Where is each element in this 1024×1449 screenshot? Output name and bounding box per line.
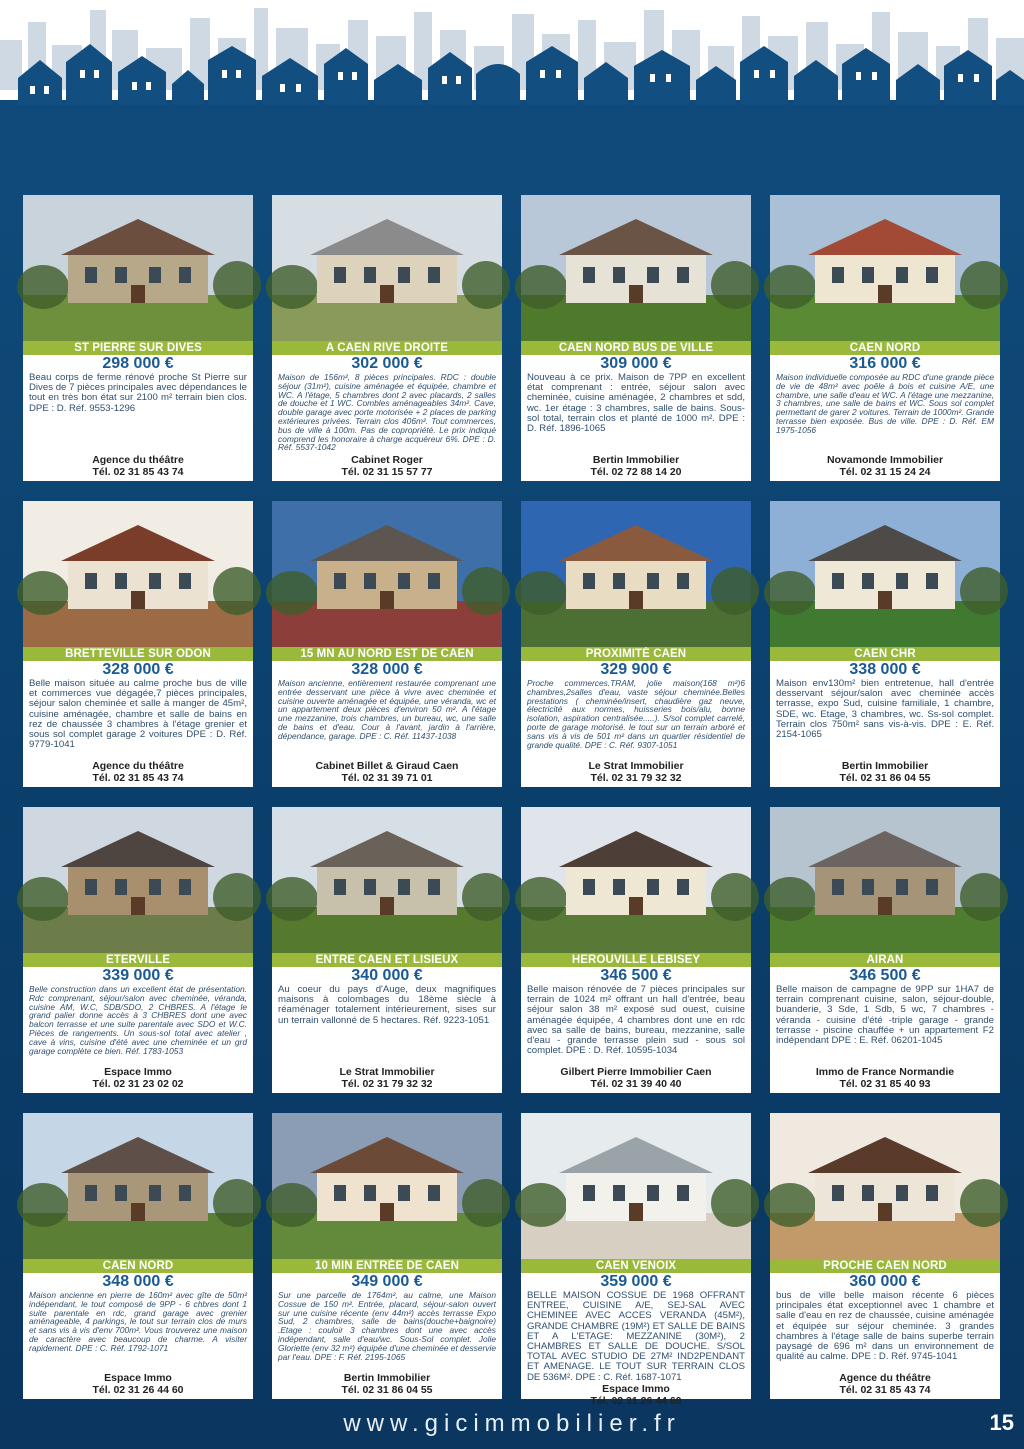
- agency-phone[interactable]: Tél. 02 31 39 71 01: [341, 772, 433, 784]
- agency-name: Cabinet Billet & Giraud Caen: [315, 760, 459, 772]
- listing-description: Au coeur du pays d'Auge, deux magnifiques maisons à colombages du 18ème siècle à réaménager totalement intérieurement, sises sur un terrain vallonné de 5 hectares. Réf. 9223-1051: [278, 984, 496, 1026]
- listing-card[interactable]: [272, 807, 502, 1093]
- agency-phone[interactable]: Tél. 02 31 23 02 02: [92, 1078, 184, 1090]
- listing-grid: [23, 195, 1001, 1407]
- listing-description: Belle construction dans un excellent état de présentation. Rdc comprenant, séjour/salon avec cheminée, véranda, cuisine AM, W.C, SDB/SDO, 2 CHBRES. A l'étage le grand palier donne accès à 3 CHBRES dont une avec balcon terrasse et une suite parentale avec SDO et W.C. Pièces de rangements. Un sous-sol total avec atelier , cave à vins, cuisine d'été avec une cheminée et un grd garage complète ce bien. Réf. 1783-1053: [29, 984, 247, 1056]
- agency-phone[interactable]: Tél. 02 31 15 24 24: [839, 466, 931, 478]
- listing-location: HEROUVILLE LEBISEY: [521, 953, 751, 967]
- agency-name: Gilbert Pierre Immobilier Caen: [560, 1066, 712, 1078]
- listing-card[interactable]: [272, 1113, 502, 1399]
- agency-name: Espace Immo: [104, 1066, 172, 1078]
- property-photo[interactable]: [272, 807, 502, 953]
- agency-phone[interactable]: Tél. 02 31 26 44 60: [92, 1384, 184, 1396]
- property-photo[interactable]: [521, 501, 751, 647]
- listing-location: AIRAN: [770, 953, 1000, 967]
- listing-price: 346 500 €: [849, 967, 921, 984]
- agency-name: Immo de France Normandie: [815, 1066, 955, 1078]
- agency-phone[interactable]: Tél. 02 31 85 40 93: [839, 1078, 931, 1090]
- agency-phone[interactable]: Tél. 02 31 86 04 55: [341, 1384, 433, 1396]
- listing-card[interactable]: [521, 501, 751, 787]
- property-photo[interactable]: [770, 1113, 1000, 1259]
- listing-location: PROXIMITÉ CAEN: [521, 647, 751, 661]
- agency-name: Cabinet Roger: [351, 454, 423, 466]
- listing-location: CAEN NORD BUS DE VILLE: [521, 341, 751, 355]
- listing-description: Maison ancienne, entièrement restaurée comprenant une entrée desservant une pièce à vivre avec cheminée et cuisine ouverte aménagée et équipée, une véranda, wc et un appartement deux pièces d'environ 50 m². A l'étage une mezzanine, trois chambres, un bureau, wc, une salle de bains et d'eau. Cour à l'avant, jardin à l'arrière, dépendance, garage. DPE : C. Réf. 11437-1038: [278, 678, 496, 741]
- listing-location: CAEN NORD: [23, 1259, 253, 1273]
- listing-location: PROCHE CAEN NORD: [770, 1259, 1000, 1273]
- listing-description: Maison env130m² bien entretenue, hall d'entrée desservant séjour/salon avec cheminée accès terrasse, expo Sud, cuisine familiale, 1 chambre, SDE, wc. Etage, 3 chambres, wc. Ss-sol complet. Terrain clos 750m² sans vis-à-vis. DPE : E. Réf. 2154-1065: [776, 678, 994, 741]
- listing-description: Beau corps de ferme rénové proche St Pierre sur Dives de 7 pièces principales avec dépendances le tout en très bon état sur 2100 m² terrain bien clos. DPE : D. Réf. 9553-1296: [29, 372, 247, 414]
- listing-location: ETERVILLE: [23, 953, 253, 967]
- agency-phone[interactable]: Tél. 02 31 85 43 74: [92, 772, 184, 784]
- property-photo[interactable]: [23, 1113, 253, 1259]
- listing-location: ENTRE CAEN ET LISIEUX: [272, 953, 502, 967]
- listing-description: Belle maison rénovée de 7 pièces principales sur terrain de 1024 m² offrant un hall d'entrée, beau séjour salon 38 m² exposé sud ouest, cuisine aménagée équipée, 4 chambres dont une en rdc avec sa salle de bains, bureau, mezzanine, salle d'eau - grande terrasse plein sud - sous sol complet. DPE : D. Réf. 10595-1034: [527, 984, 745, 1057]
- listing-price: 346 500 €: [600, 967, 672, 984]
- property-photo[interactable]: [770, 195, 1000, 341]
- agency-name: Espace Immo: [104, 1372, 172, 1384]
- listing-card[interactable]: [770, 1113, 1000, 1399]
- property-photo[interactable]: [23, 195, 253, 341]
- listing-card[interactable]: [770, 501, 1000, 787]
- listing-price: 298 000 €: [102, 355, 174, 372]
- listing-price: 329 900 €: [600, 661, 672, 678]
- agency-name: Le Strat Immobilier: [588, 760, 684, 772]
- page-number: 15: [989, 1410, 1014, 1435]
- property-photo[interactable]: [770, 807, 1000, 953]
- agency-phone[interactable]: Tél. 02 31 85 43 74: [839, 1384, 931, 1396]
- listing-location: CAEN NORD: [770, 341, 1000, 355]
- listing-card[interactable]: [272, 501, 502, 787]
- agency-phone[interactable]: Tél. 02 31 79 32 32: [590, 772, 682, 784]
- property-photo[interactable]: [23, 807, 253, 953]
- listing-description: Nouveau à ce prix. Maison de 7PP en excellent état comprenant : entrée, séjour salon avec cheminée, cuisine aménagée, 2 chambres et sdd, wc. 1er étage : 3 chambres, salle de bains. Sous-sol total, terrain clos et planté de 1000 m². DPE : D. Réf. 1896-1065: [527, 372, 745, 435]
- agency-name: Novamonde Immobilier: [826, 454, 944, 466]
- listing-location: CAEN CHR: [770, 647, 1000, 661]
- listing-description: Maison individuelle composée au RDC d'une grande pièce de vie de 48m² avec poêle à bois et cuisine A/E, une chambre, une salle d'eau et WC. A l'étage une mezzanine, 3 chambres, une salle de bains et WC. Sous sol complet permettant de garer 2 voitures. Terrain de 1000m². Grande terrasse bien exposée. Bus de ville. DPE : D. Réf. EM 1975-1056: [776, 372, 994, 435]
- listing-location: BRETTEVILLE SUR ODON: [23, 647, 253, 661]
- agency-name: Agence du théâtre: [92, 760, 184, 772]
- listing-location: 15 MN AU NORD EST DE CAEN: [272, 647, 502, 661]
- agency-phone[interactable]: Tél. 02 31 86 04 55: [839, 772, 931, 784]
- listing-card[interactable]: [521, 1113, 751, 1407]
- listing-location: ST PIERRE SUR DIVES: [23, 341, 253, 355]
- listing-description: Maison ancienne en pierre de 160m² avec gîte de 50m² indépendant, le tout composé de 9PP - 6 chbres dont 1 suite parentale en rdc, grand garage avec grenier aménageable, 4 parkings, le tout sur terrain clos de murs et sans vis à vis d'env 700m². Vous trouverez une maison de caractère avec beaucoup de charme. A visiter rapidement. DPE : C. Réf. 1792-1071: [29, 1290, 247, 1353]
- agency-name: Agence du théâtre: [839, 1372, 931, 1384]
- agency-name: Bertin Immobilier: [343, 1372, 431, 1384]
- listing-card[interactable]: [521, 195, 751, 481]
- listing-price: 338 000 €: [849, 661, 921, 678]
- property-photo[interactable]: [272, 195, 502, 341]
- property-photo[interactable]: [521, 195, 751, 341]
- listing-description: Proche commerces.TRAM, jolie maison(168 m²)6 chambres,2salles d'eau, vaste séjour cheminée.Belles prestations ( cheminée/insert, chaudière gaz neuve, électricité aux normes, huisseries bois/alu, bonne isolation, aspiration centralisée.....). S/sol complet carrelé, porte de garage motorisé. le tout sur un terrain arboré et sans vis à vis de 501 m² dans un quartier résidentiel de grande qualité. DPE : C. Réf. 9307-1051: [527, 678, 745, 750]
- listing-price: 349 000 €: [351, 1273, 423, 1290]
- agency-name: Agence du théâtre: [92, 454, 184, 466]
- listing-description: Belle maison de campagne de 9PP sur 1HA7 de terrain comprenant cuisine, salon, séjour-double, buanderie, 3 Sde, 1 Sdb, 5 wc, 7 chambres - véranda - cuisine d'été -triple garage - grande terrasse - piscine chauffée + un appartement F2 indépendant DPE : E. Réf. 06201-1045: [776, 984, 994, 1047]
- agency-name: Bertin Immobilier: [841, 760, 929, 772]
- listing-price: 328 000 €: [351, 661, 423, 678]
- listing-card[interactable]: [23, 1113, 253, 1399]
- listing-price: 348 000 €: [102, 1273, 174, 1290]
- listing-price: 359 000 €: [600, 1273, 672, 1290]
- agency-phone[interactable]: Tél. 02 72 88 14 20: [590, 466, 682, 478]
- property-photo[interactable]: [521, 1113, 751, 1259]
- agency-name: Bertin Immobilier: [592, 454, 680, 466]
- listing-location: 10 MIN ENTRÉE DE CAEN: [272, 1259, 502, 1273]
- listing-description: Belle maison située au calme proche bus de ville et commerces vue dégagée,7 pièces principales, séjour salon cheminée et salle à manger de 45m², cuisine aménagée, chambre et salle de bains en rez de chaussée 3 chambres à l'étage grenier et sous sol complet garage 2 voitures DPE : D. Réf. 9779-1041: [29, 678, 247, 751]
- website-url[interactable]: www.gicimmobilier.fr: [343, 1410, 681, 1437]
- agency-phone[interactable]: Tél. 02 31 26 44 60: [590, 1394, 682, 1407]
- agency-phone[interactable]: Tél. 02 31 15 57 77: [341, 466, 433, 478]
- property-photo[interactable]: [521, 807, 751, 953]
- property-photo[interactable]: [23, 501, 253, 647]
- listing-description: BELLE MAISON COSSUE DE 1968 OFFRANT ENTREE, CUISINE A/E, SEJ-SAL AVEC CHEMINEE AVEC ACCES VERANDA (45M²), GRANDE CHAMBRE (19M²) ET SALLE DE BAINS ET A L'ETAGE: MEZZANINE (30M²), 2 CHAMBRES ET SALLE DE DOUCHE. S/SOL TOTAL AVEC STUDIO DE 27M² IND2PENDANT ET AMENAGE. LE TOUT SUR TERRAIN CLOS DE 536M². DPE : C. Réf. 1687-1071: [527, 1290, 745, 1383]
- listing-card[interactable]: [770, 807, 1000, 1093]
- listing-card[interactable]: [521, 807, 751, 1093]
- listing-price: 360 000 €: [849, 1273, 921, 1290]
- listing-card[interactable]: [23, 501, 253, 787]
- listing-price: 302 000 €: [351, 355, 423, 372]
- listing-card[interactable]: [770, 195, 1000, 481]
- agency-name: Espace Immo: [602, 1382, 670, 1395]
- agency-name: Le Strat Immobilier: [339, 1066, 435, 1078]
- property-photo[interactable]: [272, 1113, 502, 1259]
- listing-price: 316 000 €: [849, 355, 921, 372]
- town-skyline-banner: [0, 0, 1024, 150]
- listing-description: bus de ville belle maison récente 6 pièces principales état exceptionnel avec 1 chambre et salle d'eau en rez de chaussée, cuisine aménagée et équipée sur séjour cheminée. 3 grandes chambres à l'étage salle de bains superbe terrain paysagé de 696 m² dans un environnement de qualité au calme. DPE : D. Réf. 9745-1041: [776, 1290, 994, 1363]
- listing-price: 339 000 €: [102, 967, 174, 984]
- property-photo[interactable]: [272, 501, 502, 647]
- listing-card[interactable]: [23, 195, 253, 481]
- listing-card[interactable]: [23, 807, 253, 1093]
- listing-price: 309 000 €: [600, 355, 672, 372]
- listing-card[interactable]: [272, 195, 502, 481]
- listing-description: Sur une parcelle de 1764m², au calme, une Maison Cossue de 150 m². Entrée, placard, séjour-salon ouvert sur une cuisine récente (env 44m²) accès terrasse Expo Sud, 2 chambres, salle de bains(douche+baignoire) .Etage : couloir 3 chambres dont une avec accès indépendant, salle d'eau/wc. Sous-Sol complet. Jolie Gloriette (env 32 m²) équipée d'une cheminée et desservie par l'eau. DPE : F. Réf. 2195-1065: [278, 1290, 496, 1362]
- agency-phone[interactable]: Tél. 02 31 79 32 32: [341, 1078, 433, 1090]
- listing-location: CAEN VENOIX: [521, 1259, 751, 1273]
- listing-description: Maison de 156m², 8 pièces principales. RDC : double séjour (31m²), cuisine aménagée et équipée, chambre et WC. A l'étage, 5 chambres dont 2 avec placards, 2 salles de douche et 1 WC. Combles aménageables 34m². Cave, double garage avec porte motorisée + 2 places de parking extérieures privées. Terrain clos 406m². Tout commerces, bus de ville à 100m. Pas de copropriété. Le prix indiqué comprend les honoraire à charge acquéreur 6%. DPE : D. Réf. 5537-1042: [278, 372, 496, 453]
- listing-price: 328 000 €: [102, 661, 174, 678]
- agency-phone[interactable]: Tél. 02 31 39 40 40: [590, 1078, 682, 1090]
- agency-phone[interactable]: Tél. 02 31 85 43 74: [92, 466, 184, 478]
- listing-location: A CAEN RIVE DROITE: [272, 341, 502, 355]
- property-photo[interactable]: [770, 501, 1000, 647]
- listing-price: 340 000 €: [351, 967, 423, 984]
